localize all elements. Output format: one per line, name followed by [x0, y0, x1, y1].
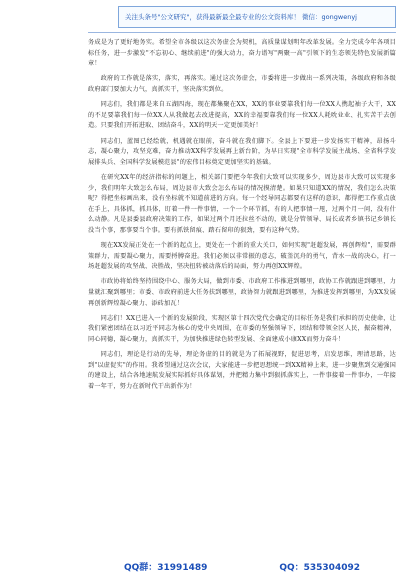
paragraph-9: 同志们，理论是行动的先导，理论务虚的目的就是为了拓展视野，促进思考，启发思维，理清思路，达到"以虚促实"的作用。我希望通过这次会议，大家能进一步把思想统一到XX精神上来，进一步聚焦到交通强国的建设上，结合各地速航发展实际抓好具体谋划，并把精力集中到狠抓落实上，一件事接着一件事办，一年接着一年干，努力在新时代干出新作为！ — [88, 351, 396, 390]
paragraph-8: 同志们！XX已进入一个新的发展阶段，实现区第十四次党代会确定的目标任务是我们承担的历史使命，让我们紧密团结在以习近平同志为核心的党中央周围，在市委的坚强领导下，团结和带领全区人民，振奋精神，同心同德，凝心聚力，真抓实干，为加快推进绿色转型发展、全面建成小康XX而努力奋斗！ — [88, 314, 396, 343]
footer-qq-group: QQ群：31991489 — [123, 563, 208, 573]
paragraph-3: 同志们，我们都是来自五湖四海，现在都集聚在XX，XX的事业要靠我们每一位XX人携起袖子大干，XX的不足要靠我们每一位XX人从我做起去改进提高，XX的幸福要靠我们每一位XX人耗吮业业、扎实苦干去创造。只要我们开拓进取、团结奋斗，XX的明天一定更加美好！ — [88, 101, 396, 130]
footer-qq: QQ：535304092 — [279, 563, 360, 573]
paragraph-5: 在研究XX年的经济指标的问题上，相关部门要把今年我们大致可以实现多少，周边县市大致可以实现多少，我们明年大致怎么布局，周边县市大致会怎么布局的情况摸清楚。如果只知道XX的情况，我们怎么决策呢？得把坐标画出来，没有坐标就不知道前进的方向。每一个经导同志都要有这样的意识，都得把工作重点放在手上，具体抓，抓具体，盯着一件一件事情，一个一个环节抓，有的人把事情一甩，过两个月一问，没有什么动静。凡是县委县政府决策的工作，如果过两个月还拉丝不动的，就是分管领导、局长或者乡镇书记乡镇长没当个事，那事要当个事。要有抓铁留痕、踏石留印的狠劲，要有这种气势。 — [88, 173, 396, 234]
footer-contact — [88, 560, 396, 573]
paragraph-2: 政府的工作就是落实，落实，再落实。通过这次务虚会，市委将进一步做出一系列决策，各级政府和各级政府部门要加大力气，真抓实干，坚决落实到位。 — [88, 75, 396, 93]
header-banner — [118, 6, 396, 28]
paragraph-4: 同志们，蓝图已经绘就，机遇就在眼前，奋斗就在我们脚下。全县上下要进一步发扬实干精神，昂扬斗志，凝心聚力，攻坚克难，奋力推动XX科学发展再上新台阶，为早日实现"全市科学发展主战场、全省科学发展排头兵、全国科学发展模范县"的宏伟目标奠定更加坚实的基础。 — [88, 137, 396, 166]
paragraph-6: 现在XX发展正处在一个新的起点上，更处在一个新的重大关口，如何实现"赶超发展，再创辉煌"，需要群策群力，需要凝心聚力，需要捋膊奋进。我们必须以非常振的意志，破釜沉舟的勇气，背水一战的决心，打一场赶超发展的攻坚战、决胜战，坚决扭转被动落后的局面，努力再创XX辉煌。 — [88, 242, 396, 271]
document-body — [88, 38, 396, 397]
header-divider — [88, 32, 396, 33]
paragraph-1: 务成是为了更好地务实。希望全市各级以这次务虚会为契机，高质量谋划明年改革发展。全力完成今年各项目标任务，进一步激发"不忘初心、继续前进"的强大动力，奋力谱写"两聚一高"引领下的生态领先特色发展新篇章！ — [88, 39, 396, 68]
banner-text: 关注头条号"公文研究"，获得最新最全最专业的公文资料库！ 微信：gongwenyj — [125, 13, 357, 21]
paragraph-7: 市政协将始终坚持围绕中心、服务大局，做到市委、市政府工作推进到哪里，政协工作就跟进到哪里，力量就汇聚到哪里；市委、市政府前进大任务扶到哪里，政协智力就跟进到哪里，为推进发挥到哪里，为XX发展再创新辉煌凝心聚力、添砖加瓦！ — [88, 278, 396, 307]
